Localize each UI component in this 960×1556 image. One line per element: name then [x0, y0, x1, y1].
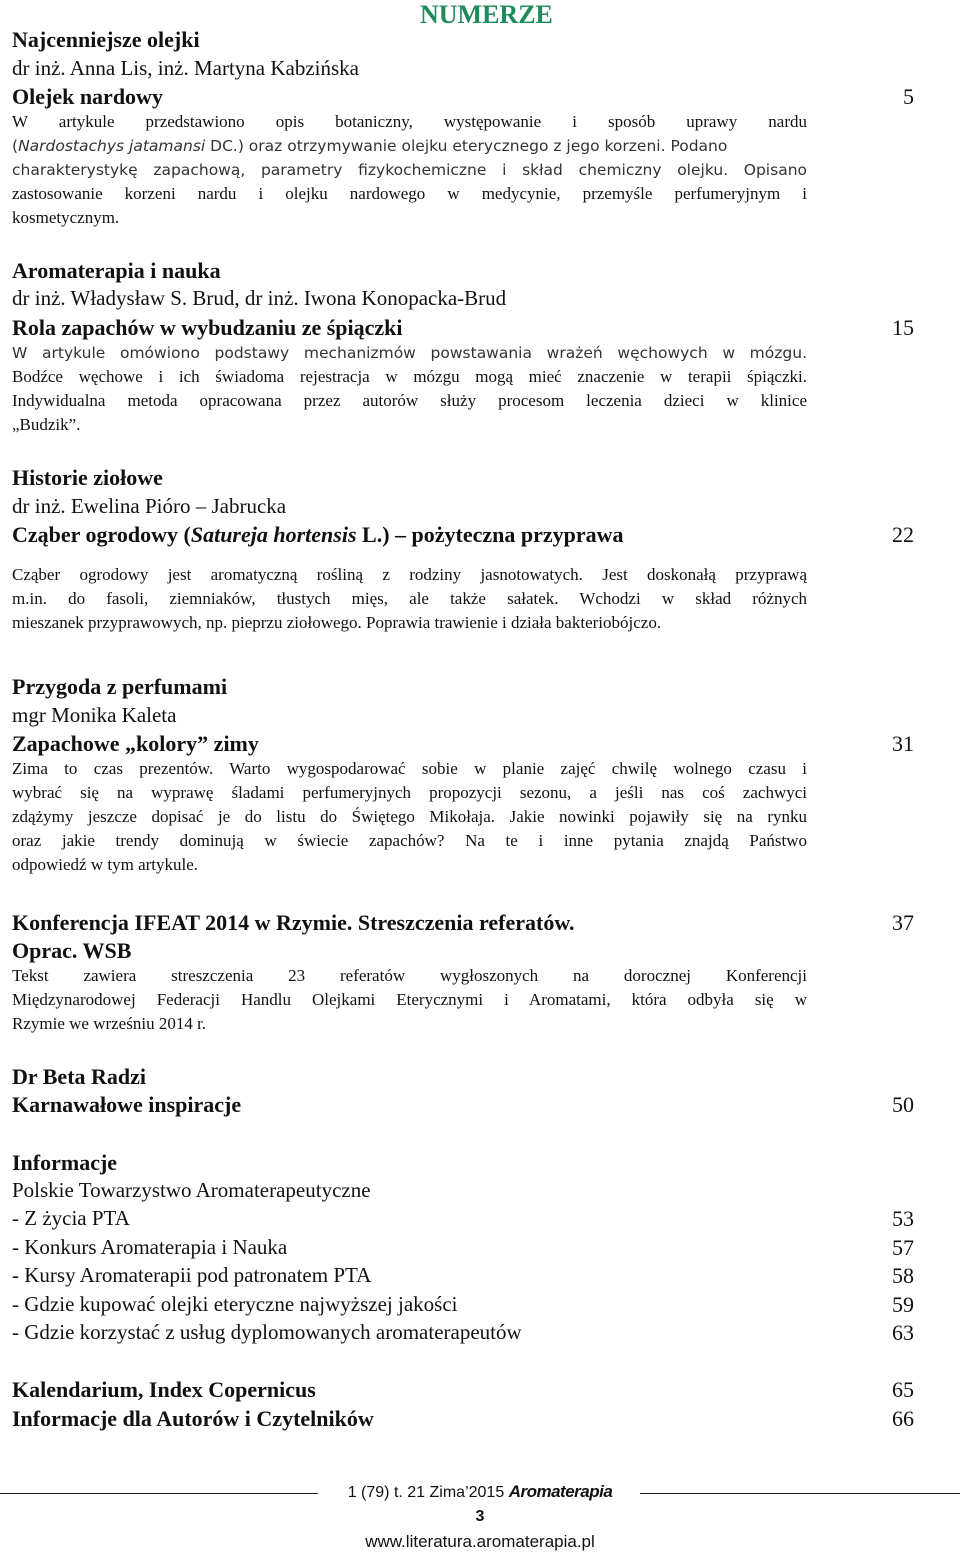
desc-line-rest: DC.) oraz otrzymywanie olejku eterycznego z jego korzeni. Podano — [205, 137, 728, 155]
article-title: Rola zapachów w wybudzaniu ze śpiączki — [12, 315, 403, 340]
desc-line: zdążymy jeszcze dopisać je do listu do Świętego Mikołaja. Jakie nowinki pojawiły się na rynku — [12, 807, 807, 826]
page-number: 22 — [892, 522, 914, 547]
page-number: 50 — [892, 1092, 914, 1117]
page-number: 59 — [892, 1292, 914, 1317]
desc-line: (Nardostachys jatamansi DC.) oraz otrzymywanie olejku eterycznego z jego korzeni. Podano — [12, 137, 728, 155]
desc-line: Rzymie we wrześniu 2014 r. — [12, 1014, 207, 1033]
info-item-label: - Z życia PTA — [12, 1206, 130, 1230]
issue-info: 1 (79) t. 21 Zima’2015 — [347, 1484, 505, 1501]
article-description — [12, 110, 807, 230]
article-title — [12, 522, 624, 548]
closing-item-label: Kalendarium, Index Copernicus — [12, 1377, 316, 1402]
article-description — [12, 964, 807, 1036]
desc-line: charakterystykę zapachową, parametry fizykochemiczne i skład chemiczny olejku. Opisano — [12, 161, 807, 179]
aromaterapia-logo: Aromaterapia — [508, 1482, 613, 1501]
page-number: 37 — [892, 910, 914, 935]
section-heading: Informacje — [12, 1150, 118, 1175]
page-number: 5 — [903, 84, 914, 109]
author-line: mgr Monika Kaleta — [12, 703, 177, 727]
info-item-label: - Gdzie korzystać z usług dyplomowanych aromaterapeutów — [12, 1320, 522, 1344]
page-number: 53 — [892, 1206, 914, 1231]
info-item-label: - Gdzie kupować olejki eteryczne najwyższej jakości — [12, 1292, 458, 1316]
desc-line: mieszanek przyprawowych, np. pieprzu ziołowego. Poprawia trawienie i działa bakteriobójczo. — [12, 613, 662, 632]
footer-issue-line — [0, 1482, 960, 1502]
info-item-label: - Konkurs Aromaterapia i Nauka — [12, 1235, 288, 1259]
desc-line: wybrać się na wyprawę śladami perfumeryjnych propozycji sezonu, a jeśli nas coś zachwyci — [12, 783, 807, 802]
desc-line: W artykule przedstawiono opis botaniczny, występowanie i sposób uprawy nardu — [12, 112, 807, 131]
desc-line: Międzynarodowej Federacji Handlu Olejkami Eterycznymi i Aromatami, która odbyła się w — [12, 990, 807, 1009]
author-line: Dr Beta Radzi — [12, 1064, 147, 1089]
article-title: Olejek nardowy — [12, 84, 163, 109]
article-title: Zapachowe „kolory” zimy — [12, 731, 259, 756]
info-item-label: - Kursy Aromaterapii pod patronatem PTA — [12, 1263, 372, 1287]
section-heading: Przygoda z perfumami — [12, 674, 228, 699]
desc-line: Zima to czas prezentów. Warto wygospodarować sobie w planie zajęć chwilę wolnego czasu i — [12, 759, 807, 778]
desc-line: kosmetycznym. — [12, 208, 120, 227]
desc-line: Tekst zawiera streszczenia 23 referatów wygłoszonych na dorocznej Konferencji — [12, 966, 807, 985]
section-heading: Historie ziołowe — [12, 465, 163, 490]
desc-line: m.in. do fasoli, ziemniaków, tłustych mięs, ale także sałatek. Wchodzi w skład różnych — [12, 589, 807, 608]
article-description — [12, 757, 807, 877]
article-title: Konferencja IFEAT 2014 w Rzymie. Streszczenia referatów. — [12, 910, 575, 935]
closing-item-label: Informacje dla Autorów i Czytelników — [12, 1406, 374, 1431]
desc-line: zastosowanie korzeni nardu i olejku nardowego w medycynie, przemyśle perfumeryjnym i — [12, 184, 807, 203]
title-part: Cząber ogrodowy ( — [12, 522, 191, 547]
desc-line: Indywidualna metoda opracowana przez autorów służy procesom leczenia dzieci w klinice — [12, 391, 807, 410]
latin-name: Nardostachys jatamansi — [18, 137, 206, 155]
author-line: dr inż. Anna Lis, inż. Martyna Kabzińska — [12, 56, 359, 80]
page-number: 58 — [892, 1263, 914, 1288]
page-number: 15 — [892, 315, 914, 340]
article-description — [12, 341, 807, 437]
organization-name: Polskie Towarzystwo Aromaterapeutyczne — [12, 1178, 371, 1202]
footer-url-link[interactable]: www.literatura.aromaterapia.pl — [365, 1532, 595, 1551]
section-heading: Aromaterapia i nauka — [12, 258, 221, 283]
author-line: dr inż. Władysław S. Brud, dr inż. Iwona Konopacka-Brud — [12, 286, 507, 310]
title-latin: Satureja hortensis — [190, 522, 357, 547]
footer-page-number: 3 — [475, 1508, 485, 1525]
article-title: Karnawałowe inspiracje — [12, 1092, 242, 1117]
desc-line: oraz jakie trendy dominują w świecie zapachów? Na te i inne pytania znajdą Państwo — [12, 831, 807, 850]
page-number: 31 — [892, 731, 914, 756]
section-heading: Najcenniejsze olejki — [12, 27, 200, 52]
desc-line: W artykule omówiono podstawy mechanizmów powstawania wrażeń węchowych w mózgu. — [12, 344, 807, 362]
desc-line: Bodźce węchowe i ich świadoma rejestracja w mózgu mogą mieć znaczenie w terapii śpiączki. — [12, 367, 807, 386]
desc-line: „Budzik”. — [12, 415, 81, 434]
title-part: L.) – pożyteczna przyprawa — [356, 522, 624, 547]
desc-line: Cząber ogrodowy jest aromatyczną rośliną z rodziny jasnotowatych. Jest doskonałą przyprawą — [12, 565, 807, 584]
header-title: NUMERZE — [420, 0, 553, 29]
desc-line: odpowiedź w tym artykule. — [12, 855, 199, 874]
page-number: 57 — [892, 1235, 914, 1260]
author-line: dr inż. Ewelina Pióro – Jabrucka — [12, 494, 287, 518]
article-description — [12, 563, 807, 635]
page-number: 63 — [892, 1320, 914, 1345]
page-number: 66 — [892, 1406, 914, 1431]
page-number: 65 — [892, 1377, 914, 1402]
author-line: Oprac. WSB — [12, 938, 132, 963]
